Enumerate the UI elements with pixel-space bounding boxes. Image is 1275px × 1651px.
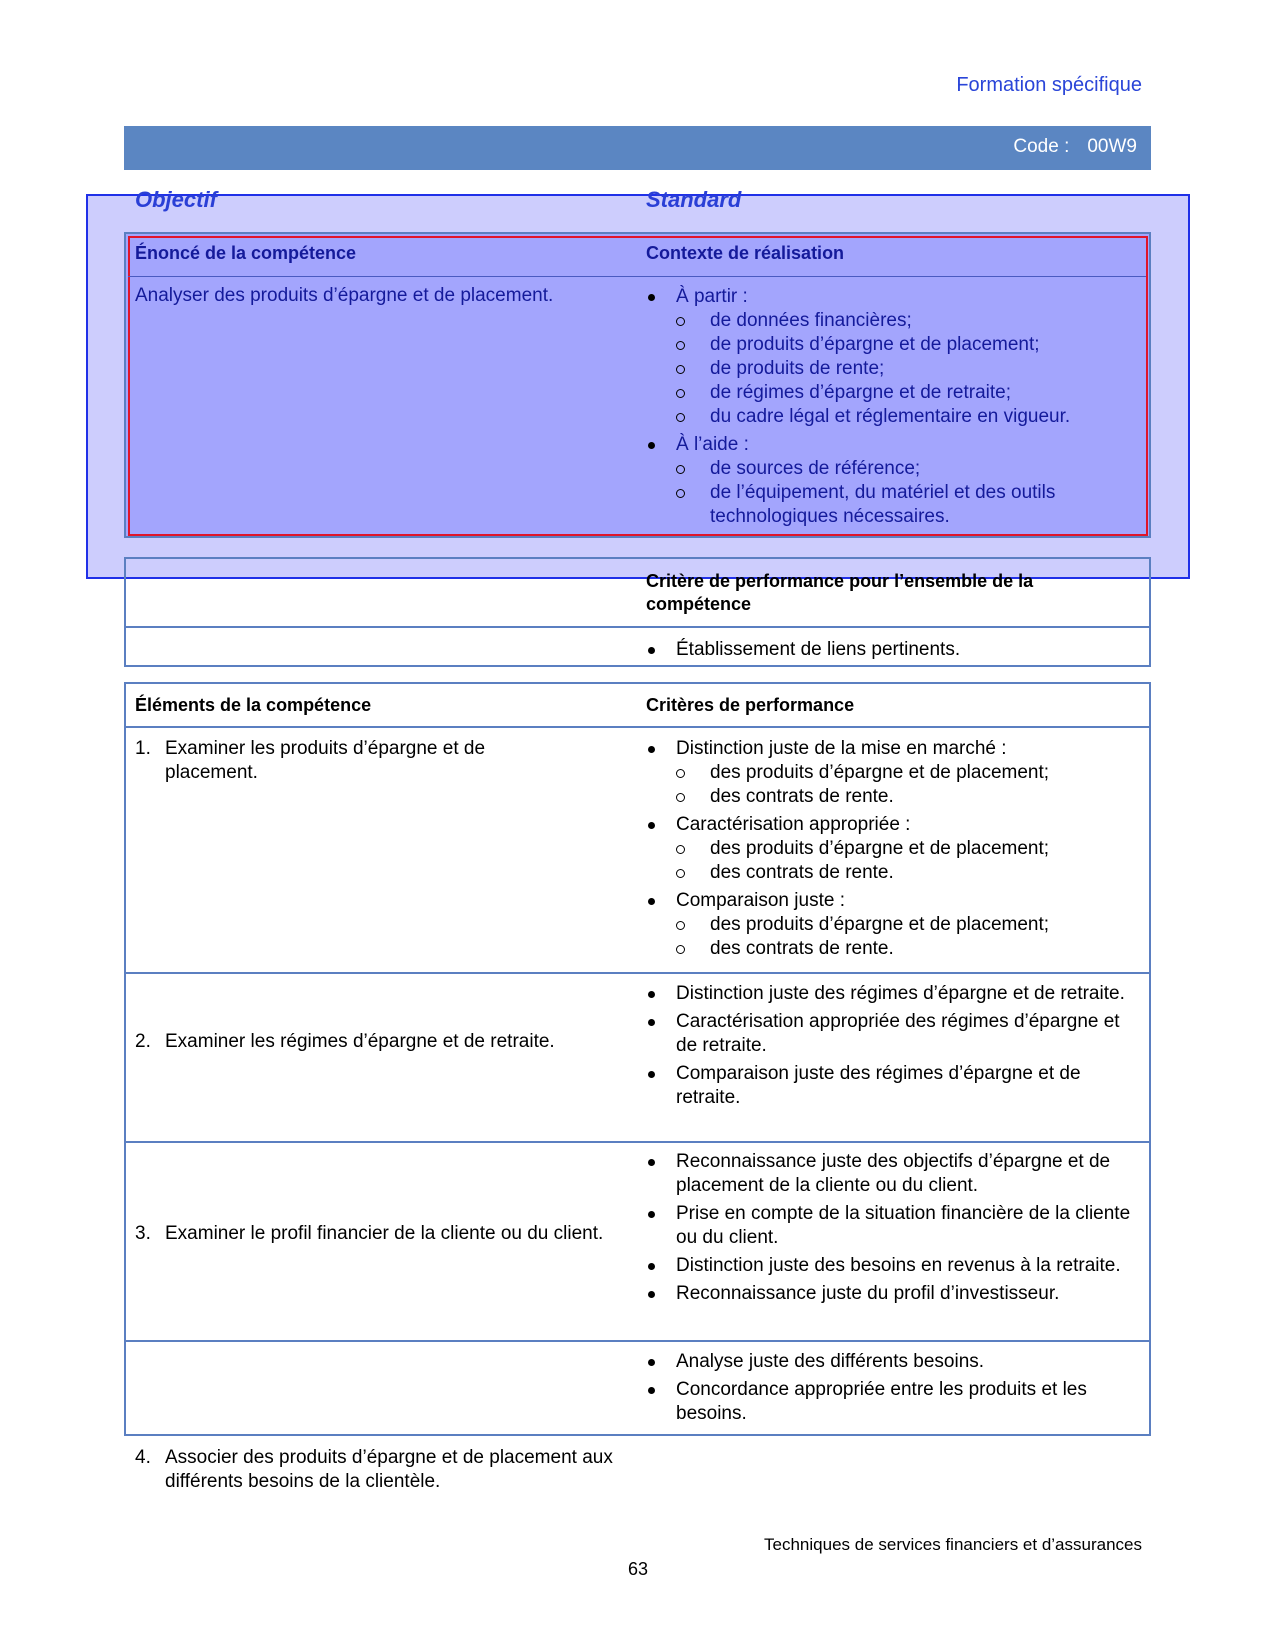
context-group-label: À partir :	[676, 286, 748, 307]
criteria-list-3	[646, 1150, 1136, 1306]
criterion	[646, 889, 1136, 961]
context-item: de l’équipement, du matériel et des outils technologiques nécessaires.	[676, 481, 1116, 529]
ensemble-list	[646, 638, 1116, 662]
criterion: Concordance appropriée entre les produits et les besoins.	[646, 1378, 1136, 1426]
competence-statement: Analyser des produits d’épargne et de placement.	[135, 285, 554, 306]
context-list	[646, 285, 1116, 533]
row-divider	[126, 972, 1149, 974]
competence-statement-header: Énoncé de la compétence	[135, 243, 357, 263]
criterion	[646, 813, 1136, 885]
code-label-text: Code :	[1013, 136, 1070, 157]
criterion-label: Distinction juste de la mise en marché :	[676, 738, 1007, 759]
ensemble-header: Critère de performance pour l’ensemble de la compétence	[646, 571, 1034, 614]
context-group	[646, 433, 1116, 529]
element-number: 2.	[135, 1031, 151, 1052]
code-value: 00W9	[1087, 136, 1137, 157]
criteria-list-4	[646, 1350, 1136, 1426]
element-row-1	[135, 737, 565, 785]
criterion-subitem: des produits d’épargne et de placement;	[676, 837, 1136, 861]
context-item: du cadre légal et réglementaire en vigueur.	[676, 405, 1116, 429]
element-number: 4.	[135, 1447, 151, 1468]
criterion: Analyse juste des différents besoins.	[646, 1350, 1136, 1374]
standard-heading: Standard	[646, 187, 742, 212]
context-item: de sources de référence;	[676, 457, 1116, 481]
elements-header-divider	[126, 726, 1149, 728]
element-text: Examiner le profil financier de la cliente ou du client.	[165, 1223, 604, 1244]
criterion: Caractérisation appropriée des régimes d’épargne et de retraite.	[646, 1010, 1136, 1058]
criteria-list-1	[646, 737, 1136, 965]
page-number: 63	[628, 1559, 649, 1579]
objectif-heading: Objectif	[135, 187, 217, 212]
context-item: de produits de rente;	[676, 357, 1116, 381]
ensemble-item: Établissement de liens pertinents.	[646, 638, 1116, 662]
competence-header-divider	[128, 276, 1146, 277]
element-number: 1.	[135, 738, 151, 759]
element-row-2	[135, 1030, 645, 1054]
criterion-label: Caractérisation appropriée :	[676, 814, 911, 835]
footer-program-title: Techniques de services financiers et d’assurances	[764, 1535, 1142, 1554]
criterion: Prise en compte de la situation financière de la cliente ou du client.	[646, 1202, 1136, 1250]
criterion-subitem: des contrats de rente.	[676, 937, 1136, 961]
criterion: Reconnaissance juste des objectifs d’épargne et de placement de la cliente ou du client.	[646, 1150, 1136, 1198]
element-row-3	[135, 1222, 625, 1246]
context-item: de régimes d’épargne et de retraite;	[676, 381, 1116, 405]
row-divider	[126, 1340, 1149, 1342]
element-number: 3.	[135, 1223, 151, 1244]
criterion-label: Comparaison juste :	[676, 890, 845, 911]
criterion-subitem: des produits d’épargne et de placement;	[676, 761, 1136, 785]
context-item: de produits d’épargne et de placement;	[676, 333, 1116, 357]
context-group	[646, 285, 1116, 429]
code-bar	[124, 126, 1151, 170]
criterion-subitem: des contrats de rente.	[676, 861, 1136, 885]
row-divider	[126, 1141, 1149, 1143]
context-header: Contexte de réalisation	[646, 243, 845, 263]
criterion: Distinction juste des régimes d’épargne et de retraite.	[646, 982, 1136, 1006]
criterion: Reconnaissance juste du profil d’investisseur.	[646, 1282, 1136, 1306]
element-row-4	[135, 1446, 645, 1494]
element-text: Examiner les régimes d’épargne et de retraite.	[165, 1031, 555, 1052]
criterion-subitem: des produits d’épargne et de placement;	[676, 913, 1136, 937]
document-header-title: Formation spécifique	[956, 74, 1142, 96]
criterion: Distinction juste des besoins en revenus à la retraite.	[646, 1254, 1136, 1278]
element-text: Examiner les produits d’épargne et de placement.	[165, 738, 486, 783]
criteria-list-2	[646, 982, 1136, 1110]
criterion	[646, 737, 1136, 809]
criteria-col-header: Critères de performance	[646, 695, 855, 715]
context-group-label: À l’aide :	[676, 434, 749, 455]
context-item: de données financières;	[676, 309, 1116, 333]
element-text: Associer des produits d’épargne et de placement aux différents besoins de la clientèle.	[165, 1447, 613, 1492]
criterion: Comparaison juste des régimes d’épargne et de retraite.	[646, 1062, 1136, 1110]
ensemble-divider	[126, 626, 1149, 628]
code-label	[995, 136, 1137, 158]
criterion-subitem: des contrats de rente.	[676, 785, 1136, 809]
elements-col-header: Éléments de la compétence	[135, 695, 372, 715]
